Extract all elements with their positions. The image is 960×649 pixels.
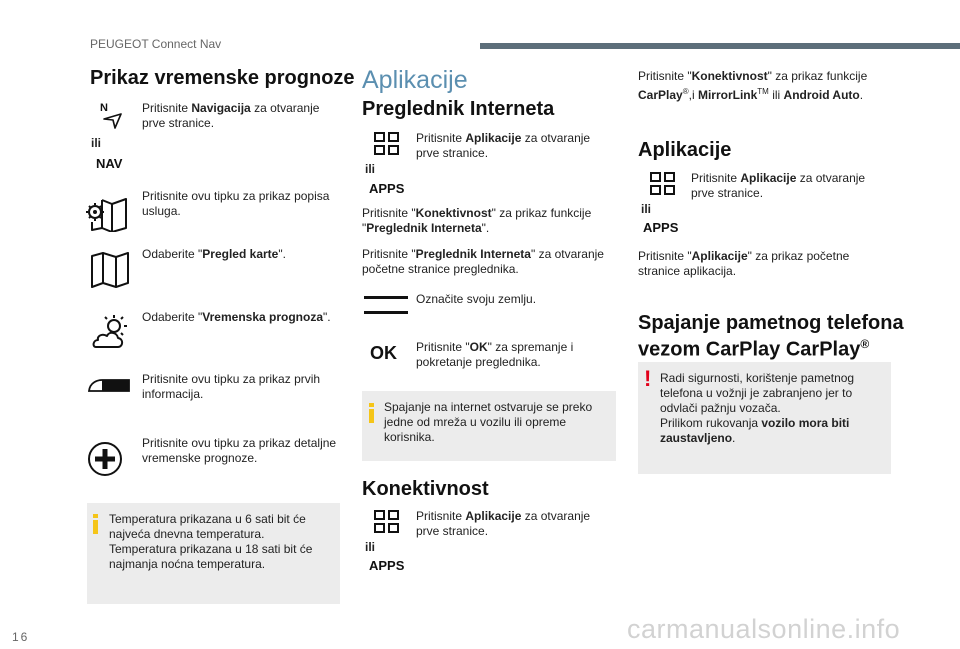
smartphone-heading-line-2: vezom CarPlay CarPlay® [638, 337, 870, 361]
map-view-icon [90, 252, 130, 288]
para-browser: Pritisnite "Preglednik Interneta" za otvaranje početne stranice preglednika. [362, 247, 604, 276]
info-note [362, 391, 616, 461]
warning-text: Radi sigurnosti, korištenje pametnog telefona u vožnji je zabranjeno jer to odvlači pažnju vozača. Prilikom rukovanja vozilo mora biti zaustavljeno. [660, 371, 855, 445]
weather-heading: Prikaz vremenske prognoze [90, 67, 355, 89]
navigation-arrow-icon [100, 101, 124, 129]
warning-note [638, 362, 891, 474]
step-open-apps: Pritisnite Aplikacije za otvaranje prve stranice. [691, 171, 866, 200]
apps-grid-icon [374, 510, 400, 534]
step-detailed-forecast: Pritisnite ovu tipku za prikaz detaljne vremenske prognoze. [142, 436, 337, 465]
section-title: Aplikacije [362, 66, 468, 94]
apps-heading: Aplikacije [638, 139, 732, 161]
weather-icon [88, 314, 128, 350]
ili-text: ili [641, 202, 652, 216]
header-title: PEUGEOT Connect Nav [90, 37, 222, 51]
map-settings-icon [86, 196, 130, 232]
apps-label: APPS [643, 220, 679, 235]
step-ok: Pritisnite "OK" za spremanje i pokretanje preglednika. [416, 340, 574, 369]
apps-grid-icon [650, 172, 676, 196]
header-bar [480, 43, 960, 49]
info-icon [93, 514, 99, 534]
nav-label: NAV [96, 156, 123, 171]
note-line-2: Temperatura prikazana u 18 sati bit će najmanja noćna temperatura. [109, 542, 313, 571]
svg-text:N: N [100, 102, 108, 114]
step-open-apps: Pritisnite Aplikacije za otvaranje prve stranice. [416, 509, 591, 538]
step-country: Označite svoju zemlju. [416, 292, 537, 306]
para-apps-home: Pritisnite "Aplikacije" za prikaz početne stranice aplikacija. [638, 249, 850, 278]
apps-label: APPS [369, 181, 405, 196]
step-services: Pritisnite ovu tipku za prikaz popisa usluga. [142, 189, 330, 218]
apps-grid-icon [374, 132, 400, 156]
apps-label: APPS [369, 558, 405, 573]
step-open-apps: Pritisnite Aplikacije za otvaranje prve stranice. [416, 131, 591, 160]
para-carplay: Pritisnite "Konektivnost" za prikaz funkcije CarPlay®,i MirrorLink™ ili Android Auto. [638, 69, 868, 102]
country-bar-icon [364, 296, 408, 314]
info-bar-icon [88, 377, 130, 393]
ok-label: OK [370, 343, 397, 363]
watermark: carmanualsonline.info [627, 614, 901, 644]
info-icon [369, 403, 375, 423]
browser-heading: Preglednik Interneta [362, 98, 555, 120]
connectivity-heading: Konektivnost [362, 478, 489, 500]
ili-text: ili [365, 162, 376, 176]
smartphone-heading [638, 313, 904, 361]
step-weather: Odaberite "Vremenska prognoza". [142, 310, 331, 324]
para-connectivity: Pritisnite "Konektivnost" za prikaz funkcije "Preglednik Interneta". [362, 206, 592, 235]
step-navigacija: Pritisnite Navigacija za otvaranje prve stranice. [142, 101, 320, 130]
note-line-1: Temperatura prikazana u 6 sati bit će najveća dnevna temperatura. [109, 512, 306, 541]
plus-circle-icon [87, 441, 123, 477]
ili-text: ili [365, 540, 376, 554]
note-text: Spajanje na internet ostvaruje se preko jedne od mreža u vozilu ili opreme korisnika. [384, 400, 593, 444]
smartphone-heading-line-1: Spajanje pametnog telefona [638, 312, 904, 334]
info-note [87, 503, 340, 604]
step-map-view: Odaberite "Pregled karte". [142, 247, 286, 261]
warning-icon: ! [644, 366, 652, 391]
ili-text: ili [91, 136, 102, 150]
page-number: 16 [12, 630, 30, 644]
step-first-info: Pritisnite ovu tipku za prikaz prvih informacija. [142, 372, 321, 401]
